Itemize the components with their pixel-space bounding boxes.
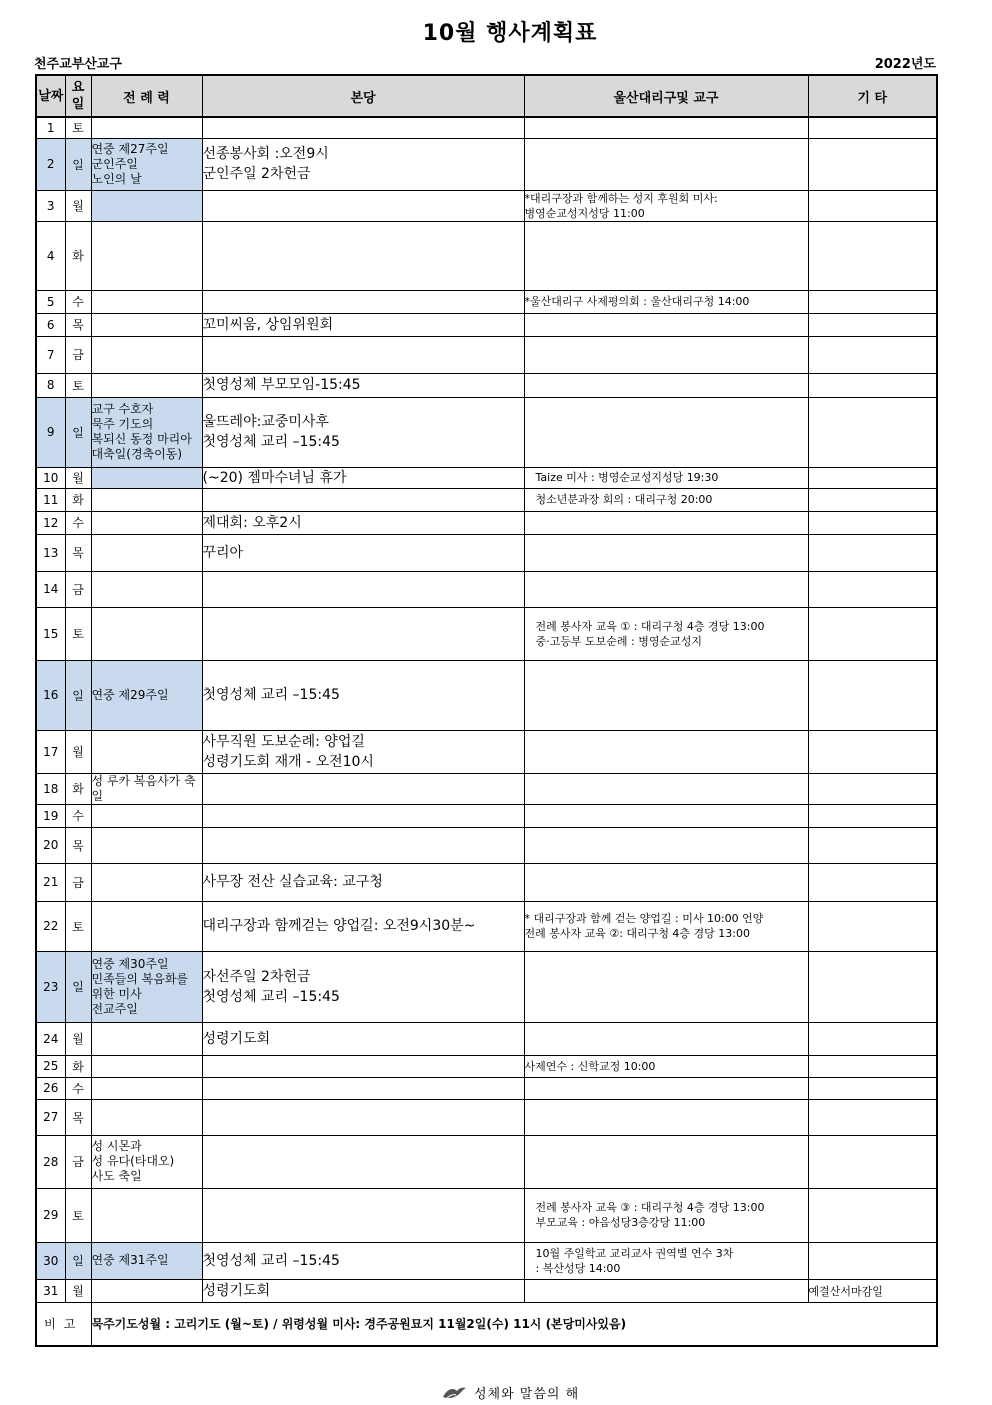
- cell-date: 29: [36, 1188, 65, 1242]
- cell-etc: [808, 1188, 937, 1242]
- cell-day: 일: [65, 1242, 91, 1279]
- cell-day: 일: [65, 660, 91, 730]
- cell-date: 20: [36, 827, 65, 863]
- cell-main: 꼬미씨움, 상임위원회: [202, 313, 524, 336]
- header-liturgy: 전 례 력: [91, 75, 202, 117]
- table-row: [36, 571, 937, 607]
- table-row: [36, 660, 937, 730]
- table-row: [36, 863, 937, 901]
- cell-etc: 예결산서마감일: [808, 1279, 937, 1302]
- table-row: [36, 804, 937, 827]
- cell-ulsan: [524, 221, 808, 290]
- cell-liturgy: [91, 467, 202, 488]
- cell-liturgy: [91, 607, 202, 660]
- cell-ulsan: [524, 1279, 808, 1302]
- table-row: [36, 290, 937, 313]
- cell-liturgy: [91, 863, 202, 901]
- cell-etc: [808, 336, 937, 373]
- table-row: [36, 511, 937, 534]
- table-row: [36, 901, 937, 951]
- cell-ulsan: *울산대리구 사제평의회 : 울산대리구청 14:00: [524, 290, 808, 313]
- table-row: [36, 534, 937, 571]
- cell-day: 목: [65, 1099, 91, 1135]
- cell-ulsan: [524, 138, 808, 190]
- table-row: [36, 1279, 937, 1302]
- cell-etc: [808, 827, 937, 863]
- cell-liturgy: 성 시몬과 성 유다(타대오) 사도 축일: [91, 1135, 202, 1188]
- cell-date: 23: [36, 951, 65, 1022]
- cell-liturgy: [91, 730, 202, 773]
- footer: [0, 1383, 992, 1405]
- cell-liturgy: [91, 313, 202, 336]
- cell-main: [202, 1135, 524, 1188]
- cell-date: 28: [36, 1135, 65, 1188]
- table-row: [36, 313, 937, 336]
- cell-etc: [808, 221, 937, 290]
- cell-liturgy: [91, 336, 202, 373]
- cell-date: 11: [36, 488, 65, 511]
- cell-main: [202, 117, 524, 138]
- cell-date: 14: [36, 571, 65, 607]
- cell-liturgy: [91, 901, 202, 951]
- table-row: [36, 1099, 937, 1135]
- cell-day: 수: [65, 804, 91, 827]
- cell-date: 16: [36, 660, 65, 730]
- cell-date: 12: [36, 511, 65, 534]
- table-row: [36, 488, 937, 511]
- table-row: [36, 397, 937, 467]
- table-row: [36, 827, 937, 863]
- cell-liturgy: [91, 1077, 202, 1099]
- cell-ulsan: [524, 863, 808, 901]
- cell-etc: [808, 1022, 937, 1055]
- cell-ulsan: [524, 373, 808, 397]
- cell-date: 22: [36, 901, 65, 951]
- cell-etc: [808, 863, 937, 901]
- cell-liturgy: [91, 1055, 202, 1077]
- cell-etc: [808, 571, 937, 607]
- cell-ulsan: 사제연수 : 신학교정 10:00: [524, 1055, 808, 1077]
- cell-day: 토: [65, 901, 91, 951]
- cell-liturgy: [91, 488, 202, 511]
- cell-ulsan: 10월 주일학교 교리교사 권역별 연수 3차 : 복산성당 14:00: [524, 1242, 808, 1279]
- schedule-table: [35, 74, 938, 1347]
- cell-ulsan: [524, 827, 808, 863]
- cell-ulsan: [524, 1077, 808, 1099]
- cell-date: 15: [36, 607, 65, 660]
- cell-etc: [808, 397, 937, 467]
- note-row: [36, 1302, 937, 1346]
- cell-main: [202, 1099, 524, 1135]
- cell-etc: [808, 190, 937, 221]
- cell-day: 월: [65, 730, 91, 773]
- cell-main: 자선주일 2차헌금 첫영성체 교리 –15:45: [202, 951, 524, 1022]
- cell-day: 토: [65, 117, 91, 138]
- cell-day: 목: [65, 313, 91, 336]
- cell-main: 첫영성체 부모모임-15:45: [202, 373, 524, 397]
- cell-main: [202, 773, 524, 804]
- table-row: [36, 336, 937, 373]
- table-row: [36, 1188, 937, 1242]
- table-row: [36, 607, 937, 660]
- cell-date: 7: [36, 336, 65, 373]
- cell-etc: [808, 313, 937, 336]
- header-day: 요일: [65, 75, 91, 117]
- table-row: [36, 1135, 937, 1188]
- page-title: 10월 행사계획표: [422, 21, 598, 46]
- table-row: [36, 467, 937, 488]
- cell-day: 화: [65, 488, 91, 511]
- table-row: [36, 190, 937, 221]
- note-text: 묵주기도성월 : 고리기도 (월~토) / 위령성월 미사: 경주공원묘지 11월2일(수) 11시 (본당미사있음): [91, 1302, 937, 1346]
- cell-liturgy: [91, 1188, 202, 1242]
- cell-liturgy: 연중 제31주일: [91, 1242, 202, 1279]
- cell-ulsan: [524, 397, 808, 467]
- cell-date: 8: [36, 373, 65, 397]
- cell-ulsan: [524, 804, 808, 827]
- cell-main: [202, 488, 524, 511]
- cell-etc: [808, 511, 937, 534]
- cell-liturgy: 연중 제30주일 민족들의 복음화를 위한 미사 전교주일: [91, 951, 202, 1022]
- cell-date: 30: [36, 1242, 65, 1279]
- cell-etc: [808, 290, 937, 313]
- cell-ulsan: *대리구장과 함께하는 성지 후원회 미사: 병영순교성지성당 11:00: [524, 190, 808, 221]
- header-ulsan: 울산대리구및 교구: [524, 75, 808, 117]
- cell-liturgy: [91, 221, 202, 290]
- cell-liturgy: [91, 290, 202, 313]
- cell-ulsan: [524, 773, 808, 804]
- cell-liturgy: 성 루카 복음사가 축일: [91, 773, 202, 804]
- cell-date: 21: [36, 863, 65, 901]
- cell-ulsan: Taize 미사 : 병영순교성지성당 19:30: [524, 467, 808, 488]
- cell-liturgy: [91, 373, 202, 397]
- cell-liturgy: [91, 804, 202, 827]
- cell-main: 첫영성체 교리 –15:45: [202, 660, 524, 730]
- cell-date: 24: [36, 1022, 65, 1055]
- cell-main: [202, 221, 524, 290]
- cell-day: 월: [65, 190, 91, 221]
- cell-ulsan: [524, 336, 808, 373]
- cell-etc: [808, 534, 937, 571]
- cell-main: 대리구장과 함께걷는 양업길: 오전9시30분~: [202, 901, 524, 951]
- table-row: [36, 951, 937, 1022]
- cell-date: 2: [36, 138, 65, 190]
- cell-main: 사무장 전산 실습교육: 교구청: [202, 863, 524, 901]
- cell-main: [202, 1077, 524, 1099]
- footer-text: 성체와 말씀의 해: [473, 1387, 580, 1402]
- cell-day: 금: [65, 1135, 91, 1188]
- cell-day: 월: [65, 467, 91, 488]
- cell-day: 목: [65, 827, 91, 863]
- cell-etc: [808, 1077, 937, 1099]
- cell-day: 월: [65, 1279, 91, 1302]
- cell-etc: [808, 1055, 937, 1077]
- cell-etc: [808, 730, 937, 773]
- organization-name: 천주교부산교구: [34, 57, 122, 72]
- note-label: 비고: [36, 1302, 91, 1346]
- cell-date: 3: [36, 190, 65, 221]
- cell-etc: [808, 117, 937, 138]
- cell-main: [202, 1188, 524, 1242]
- cell-date: 19: [36, 804, 65, 827]
- cell-liturgy: [91, 571, 202, 607]
- cell-date: 25: [36, 1055, 65, 1077]
- cell-ulsan: [524, 1022, 808, 1055]
- cell-date: 31: [36, 1279, 65, 1302]
- table-row: [36, 117, 937, 138]
- table-row: [36, 1242, 937, 1279]
- cell-main: [202, 607, 524, 660]
- cell-date: 18: [36, 773, 65, 804]
- cell-etc: [808, 773, 937, 804]
- cell-etc: [808, 1242, 937, 1279]
- cell-main: [202, 336, 524, 373]
- cell-day: 화: [65, 1055, 91, 1077]
- cell-main: 선종봉사회 :오전9시 군인주일 2차헌금: [202, 138, 524, 190]
- cell-day: 토: [65, 1188, 91, 1242]
- cell-ulsan: [524, 534, 808, 571]
- cell-etc: [808, 488, 937, 511]
- cell-day: 수: [65, 290, 91, 313]
- cell-date: 27: [36, 1099, 65, 1135]
- cell-main: 울뜨레야:교중미사후 첫영성체 교리 –15:45: [202, 397, 524, 467]
- cell-ulsan: 전례 봉사자 교육 ③ : 대리구청 4층 경당 13:00 부모교육 : 야음성당3층강당 11:00: [524, 1188, 808, 1242]
- cell-ulsan: 전례 봉사자 교육 ① : 대리구청 4층 경당 13:00 중·고등부 도보순례 : 병영순교성지: [524, 607, 808, 660]
- cell-etc: [808, 1099, 937, 1135]
- table-row: [36, 1077, 937, 1099]
- header-date: 날짜: [36, 75, 65, 117]
- cell-liturgy: [91, 1022, 202, 1055]
- cell-main: 꾸리아: [202, 534, 524, 571]
- cell-date: 17: [36, 730, 65, 773]
- cell-etc: [808, 373, 937, 397]
- table-row: [36, 1022, 937, 1055]
- header-etc: 기 타: [808, 75, 937, 117]
- cell-day: 금: [65, 571, 91, 607]
- cell-day: 토: [65, 373, 91, 397]
- cell-day: 화: [65, 221, 91, 290]
- cell-etc: [808, 660, 937, 730]
- cell-day: 금: [65, 336, 91, 373]
- header-main: 본당: [202, 75, 524, 117]
- cell-etc: [808, 607, 937, 660]
- cell-date: 6: [36, 313, 65, 336]
- cell-ulsan: [524, 313, 808, 336]
- cell-day: 금: [65, 863, 91, 901]
- cell-date: 1: [36, 117, 65, 138]
- cell-main: [202, 1055, 524, 1077]
- cell-ulsan: [524, 1099, 808, 1135]
- cell-liturgy: [91, 511, 202, 534]
- cell-day: 일: [65, 397, 91, 467]
- cell-liturgy: [91, 117, 202, 138]
- cell-date: 9: [36, 397, 65, 467]
- cell-etc: [808, 1135, 937, 1188]
- cell-day: 월: [65, 1022, 91, 1055]
- cell-main: 성령기도회: [202, 1022, 524, 1055]
- cell-main: 성령기도회: [202, 1279, 524, 1302]
- cell-liturgy: 연중 제27주일 군인주일 노인의 날: [91, 138, 202, 190]
- cell-day: 목: [65, 534, 91, 571]
- table-row: [36, 138, 937, 190]
- cell-ulsan: [524, 511, 808, 534]
- table-row: [36, 373, 937, 397]
- cell-main: [202, 190, 524, 221]
- cell-liturgy: [91, 1279, 202, 1302]
- cell-liturgy: [91, 534, 202, 571]
- header-row: [36, 75, 937, 117]
- cell-date: 26: [36, 1077, 65, 1099]
- cell-day: 수: [65, 1077, 91, 1099]
- cell-liturgy: [91, 190, 202, 221]
- cell-ulsan: [524, 660, 808, 730]
- cell-main: 첫영성체 교리 –15:45: [202, 1242, 524, 1279]
- cell-date: 5: [36, 290, 65, 313]
- cell-ulsan: [524, 117, 808, 138]
- cell-ulsan: [524, 571, 808, 607]
- cell-etc: [808, 951, 937, 1022]
- table-row: [36, 773, 937, 804]
- cell-liturgy: [91, 1099, 202, 1135]
- cell-day: 일: [65, 951, 91, 1022]
- cell-ulsan: * 대리구장과 함께 걷는 양업길 : 미사 10:00 언양 전례 봉사자 교육 ②: 대리구청 4층 경당 13:00: [524, 901, 808, 951]
- table-row: [36, 221, 937, 290]
- year-label: 2022년도: [874, 57, 936, 72]
- cell-day: 토: [65, 607, 91, 660]
- cell-etc: [808, 467, 937, 488]
- cell-etc: [808, 901, 937, 951]
- cell-liturgy: 연중 제29주일: [91, 660, 202, 730]
- dove-logo-icon: [441, 1385, 467, 1405]
- cell-date: 4: [36, 221, 65, 290]
- cell-etc: [808, 804, 937, 827]
- cell-main: [202, 571, 524, 607]
- cell-day: 수: [65, 511, 91, 534]
- cell-main: 제대회: 오후2시: [202, 511, 524, 534]
- cell-date: 10: [36, 467, 65, 488]
- cell-main: (~20) 젬마수녀님 휴가: [202, 467, 524, 488]
- cell-ulsan: [524, 951, 808, 1022]
- cell-ulsan: [524, 1135, 808, 1188]
- cell-main: [202, 804, 524, 827]
- cell-main: [202, 290, 524, 313]
- cell-main: 사무직원 도보순례: 양업길 성령기도회 재개 - 오전10시: [202, 730, 524, 773]
- cell-day: 화: [65, 773, 91, 804]
- cell-liturgy: 교구 수호자 묵주 기도의 복되신 동정 마리아 대축일(경축이동): [91, 397, 202, 467]
- table-row: [36, 1055, 937, 1077]
- table-row: [36, 730, 937, 773]
- cell-main: [202, 827, 524, 863]
- cell-ulsan: [524, 730, 808, 773]
- cell-etc: [808, 138, 937, 190]
- cell-date: 13: [36, 534, 65, 571]
- cell-liturgy: [91, 827, 202, 863]
- cell-day: 일: [65, 138, 91, 190]
- cell-ulsan: 청소년분과장 회의 : 대리구청 20:00: [524, 488, 808, 511]
